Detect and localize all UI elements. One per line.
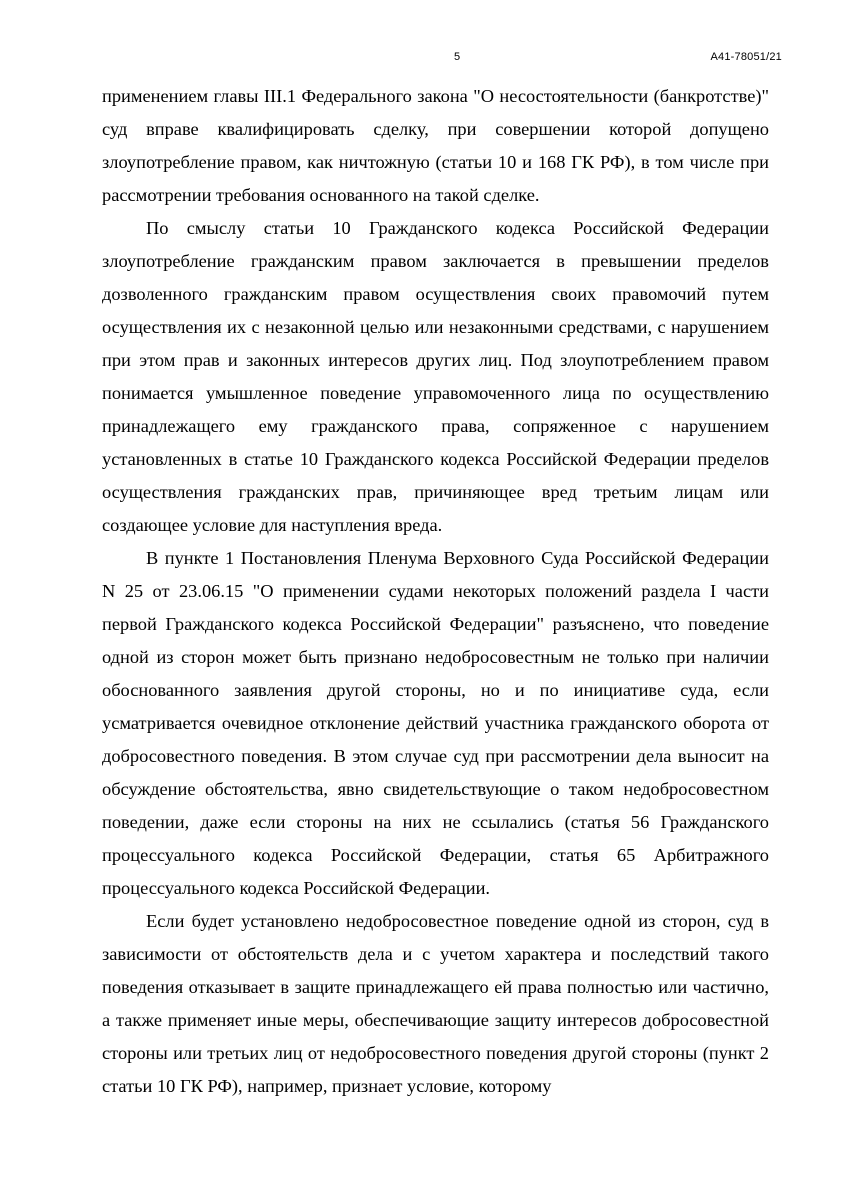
paragraph-continuation: применением главы III.1 Федерального закона "О несостоятельности (банкротстве)" суд вправе квалифицировать сделку, при совершении которой допущено злоупотребление правом, как ничтожную (статьи 10 и 168 ГК РФ), в том числе при рассмотрении требования основанного на такой сделке. xyxy=(102,86,769,205)
paragraph: Если будет установлено недобросовестное поведение одной из сторон, суд в зависимости от обстоятельств дела и с учетом характера и последствий такого поведения отказывает в защите принадлежащего ей права полностью или частично, а также применяет иные меры, обеспечивающие защиту интересов добросовестной стороны или третьих лиц от недобросовестного поведения другой стороны (пункт 2 статьи 10 ГК РФ), например, признает условие, которому xyxy=(102,911,769,1096)
paragraph: В пункте 1 Постановления Пленума Верховного Суда Российской Федерации N 25 от 23.06.15 "О применении судами некоторых положений раздела I части первой Гражданского кодекса Российской Федерации" разъяснено, что поведение одной из сторон может быть признано недобросовестным не только при наличии обоснованного заявления другой стороны, но и по инициативе суда, если усматривается очевидное отклонение действий участника гражданского оборота от добросовестного поведения. В этом случае суд при рассмотрении дела выносит на обсуждение обстоятельства, явно свидетельствующие о таком недобросовестном поведении, даже если стороны на них не ссылались (статья 56 Гражданского процессуального кодекса Российской Федерации, статья 65 Арбитражного процессуального кодекса Российской Федерации. xyxy=(102,548,769,898)
document-body xyxy=(102,80,769,1103)
page-number: 5 xyxy=(453,51,461,63)
case-number: А41-78051/21 xyxy=(710,51,782,63)
paragraph: По смыслу статьи 10 Гражданского кодекса Российской Федерации злоупотребление гражданским правом заключается в превышении пределов дозволенного гражданским правом осуществления своих правомочий путем осуществления их с незаконной целью или незаконными средствами, с нарушением при этом прав и законных интересов других лиц. Под злоупотреблением правом понимается умышленное поведение управомоченного лица по осуществлению принадлежащего ему гражданского права, сопряженное с нарушением установленных в статье 10 Гражданского кодекса Российской Федерации пределов осуществления гражданских прав, причиняющее вред третьим лицам или создающее условие для наступления вреда. xyxy=(102,218,769,535)
